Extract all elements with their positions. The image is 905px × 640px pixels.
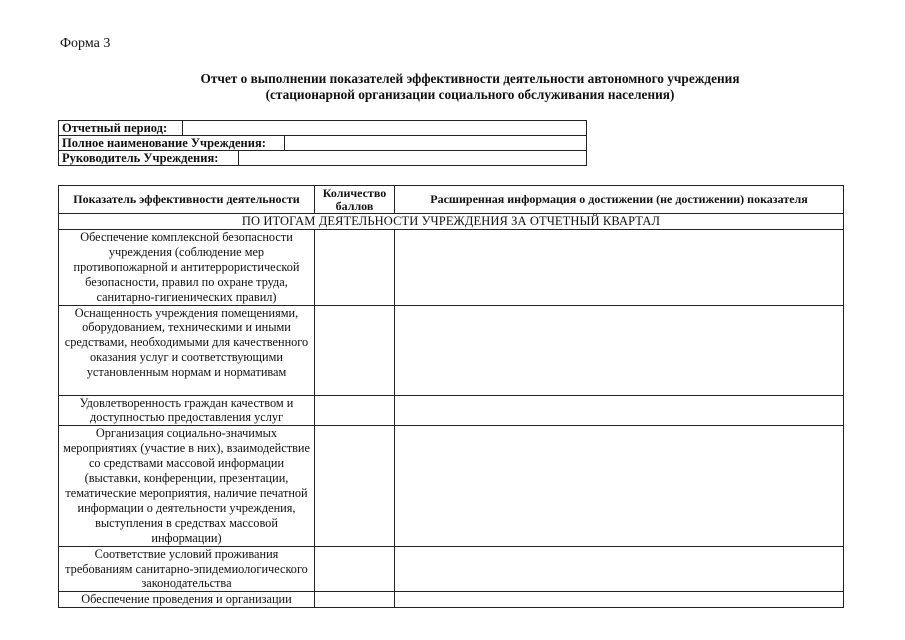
header-details: Расширенная информация о достижении (не достижении) показателя bbox=[395, 186, 844, 214]
score-cell[interactable] bbox=[315, 305, 395, 395]
document-title bbox=[95, 71, 845, 103]
header-score: Количество баллов bbox=[315, 186, 395, 214]
indicators-table bbox=[58, 185, 844, 608]
institution-name-label: Полное наименование Учреждения: bbox=[59, 136, 285, 150]
table-row bbox=[59, 592, 844, 608]
title-line-1: Отчет о выполнении показателей эффективности деятельности автономного учреждения bbox=[200, 71, 740, 86]
details-cell[interactable] bbox=[395, 230, 844, 306]
indicator-name: Обеспечение комплексной безопасности учреждения (соблюдение мер противопожарной и антитеррористической безопасности, правил по охране труда, санитарно-гигиенических правил) bbox=[59, 230, 315, 306]
table-header-row bbox=[59, 186, 844, 214]
table-row bbox=[59, 230, 844, 306]
score-cell[interactable] bbox=[315, 395, 395, 426]
institution-name-row bbox=[59, 136, 586, 151]
table-row bbox=[59, 426, 844, 546]
details-cell[interactable] bbox=[395, 546, 844, 592]
indicator-name: Обеспечение проведения и организации bbox=[59, 592, 315, 608]
details-cell[interactable] bbox=[395, 395, 844, 426]
report-info-table bbox=[58, 120, 587, 166]
report-period-field[interactable] bbox=[183, 121, 586, 135]
report-period-row bbox=[59, 121, 586, 136]
details-cell[interactable] bbox=[395, 305, 844, 395]
table-row bbox=[59, 395, 844, 426]
institution-head-row bbox=[59, 151, 586, 165]
report-period-label: Отчетный период: bbox=[59, 121, 183, 135]
indicator-name: Организация социально-значимых мероприятиях (участие в них), взаимодействие со средствами массовой информации (выставки, конференции, презентации, тематические мероприятия, наличие печатной информации о деятельности учреждения, выступления в средствах массовой информации) bbox=[59, 426, 315, 546]
indicator-name: Удовлетворенность граждан качеством и доступностью предоставления услуг bbox=[59, 395, 315, 426]
score-cell[interactable] bbox=[315, 426, 395, 546]
details-cell[interactable] bbox=[395, 592, 844, 608]
score-cell[interactable] bbox=[315, 546, 395, 592]
score-cell[interactable] bbox=[315, 592, 395, 608]
institution-head-field[interactable] bbox=[239, 151, 586, 165]
details-cell[interactable] bbox=[395, 426, 844, 546]
section-row bbox=[59, 214, 844, 230]
form-number: Форма 3 bbox=[60, 36, 111, 51]
table-row bbox=[59, 305, 844, 395]
indicator-name: Соответствие условий проживания требованиям санитарно-эпидемиологического законодательства bbox=[59, 546, 315, 592]
section-title: ПО ИТОГАМ ДЕЯТЕЛЬНОСТИ УЧРЕЖДЕНИЯ ЗА ОТЧЕТНЫЙ КВАРТАЛ bbox=[59, 214, 844, 230]
title-line-2: (стационарной организации социального обслуживания населения) bbox=[265, 87, 675, 102]
institution-name-field[interactable] bbox=[285, 136, 586, 150]
indicator-name: Оснащенность учреждения помещениями, оборудованием, техническими и иными средствами, необходимыми для качественного оказания услуг и соответствующими установленным нормам и нормативам bbox=[59, 305, 315, 395]
score-cell[interactable] bbox=[315, 230, 395, 306]
institution-head-label: Руководитель Учреждения: bbox=[59, 151, 239, 165]
header-indicator: Показатель эффективности деятельности bbox=[59, 186, 315, 214]
table-row bbox=[59, 546, 844, 592]
